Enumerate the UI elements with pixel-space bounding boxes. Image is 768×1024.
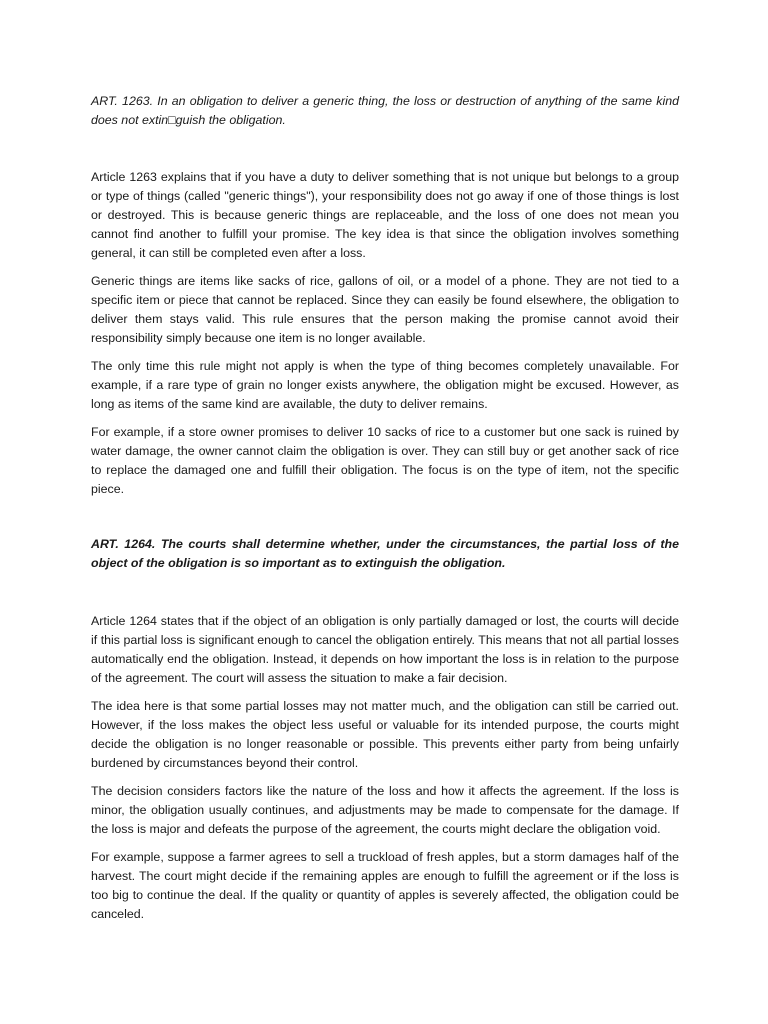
article-1264-paragraph-3: The decision considers factors like the nature of the loss and how it affects the agreement. If the loss is minor, the obligation usually continues, and adjustments may be made to compensate for the damage. If the loss is major and defeats the purpose of the agreement, the courts might declare the obligation void.: [91, 784, 679, 836]
spacer: [91, 508, 679, 535]
article-1263-paragraph-2: Generic things are items like sacks of rice, gallons of oil, or a model of a phone. They are not tied to a specific item or piece that cannot be replaced. Since they can easily be found elsewhere, the obligation to deliver them stays valid. This rule ensures that the person making the promise cannot avoid their responsibility simply because one item is no longer available.: [91, 274, 679, 345]
spacer: [91, 573, 679, 612]
article-1263-section: [91, 92, 679, 499]
article-1264-paragraph-4: For example, suppose a farmer agrees to sell a truckload of fresh apples, but a storm damages half of the harvest. The court might decide if the remaining apples are enough to fulfill the agreement or if the loss is too big to continue the deal. If the quality or quantity of apples is severely affected, the obligation could be canceled.: [91, 850, 679, 921]
article-1264-paragraph-2: The idea here is that some partial losses may not matter much, and the obligation can still be carried out. However, if the loss makes the object less useful or valuable for its intended purpose, the courts might decide the obligation is no longer reasonable or possible. This prevents either party from being unfairly burdened by circumstances beyond their control.: [91, 699, 679, 770]
document-page: [91, 92, 679, 933]
article-1263-paragraph-3: The only time this rule might not apply is when the type of thing becomes completely unavailable. For example, if a rare type of grain no longer exists anywhere, the obligation might be excused. However, as long as items of the same kind are available, the duty to deliver remains.: [91, 359, 679, 411]
article-1263-paragraph-4: For example, if a store owner promises to deliver 10 sacks of rice to a customer but one sack is ruined by water damage, the owner cannot claim the obligation is over. They can still buy or get another sack of rice to replace the damaged one and fulfill their obligation. The focus is on the type of item, not the specific piece.: [91, 425, 679, 496]
article-1264-heading: ART. 1264. The courts shall determine whether, under the circumstances, the partial loss of the object of the obligation is so important as to extinguish the obligation.: [91, 537, 679, 570]
article-1263-paragraph-1: Article 1263 explains that if you have a duty to deliver something that is not unique but belongs to a group or type of things (called "generic things"), your responsibility does not go away if one of those things is lost or destroyed. This is because generic things are replaceable, and the loss of one does not mean you cannot find another to fulfill your promise. The key idea is that since the obligation involves something general, it can still be completed even after a loss.: [91, 170, 679, 260]
article-1264-paragraph-1: Article 1264 states that if the object of an obligation is only partially damaged or lost, the courts will decide if this partial loss is significant enough to cancel the obligation entirely. This means that not all partial losses automatically end the obligation. Instead, it depends on how important the loss is in relation to the purpose of the agreement. The court will assess the situation to make a fair decision.: [91, 614, 679, 685]
spacer: [91, 130, 679, 168]
article-1264-section: [91, 535, 679, 924]
article-1263-heading: ART. 1263. In an obligation to deliver a generic thing, the loss or destruction of anything of the same kind does not extin□guish the obligation.: [91, 94, 679, 127]
